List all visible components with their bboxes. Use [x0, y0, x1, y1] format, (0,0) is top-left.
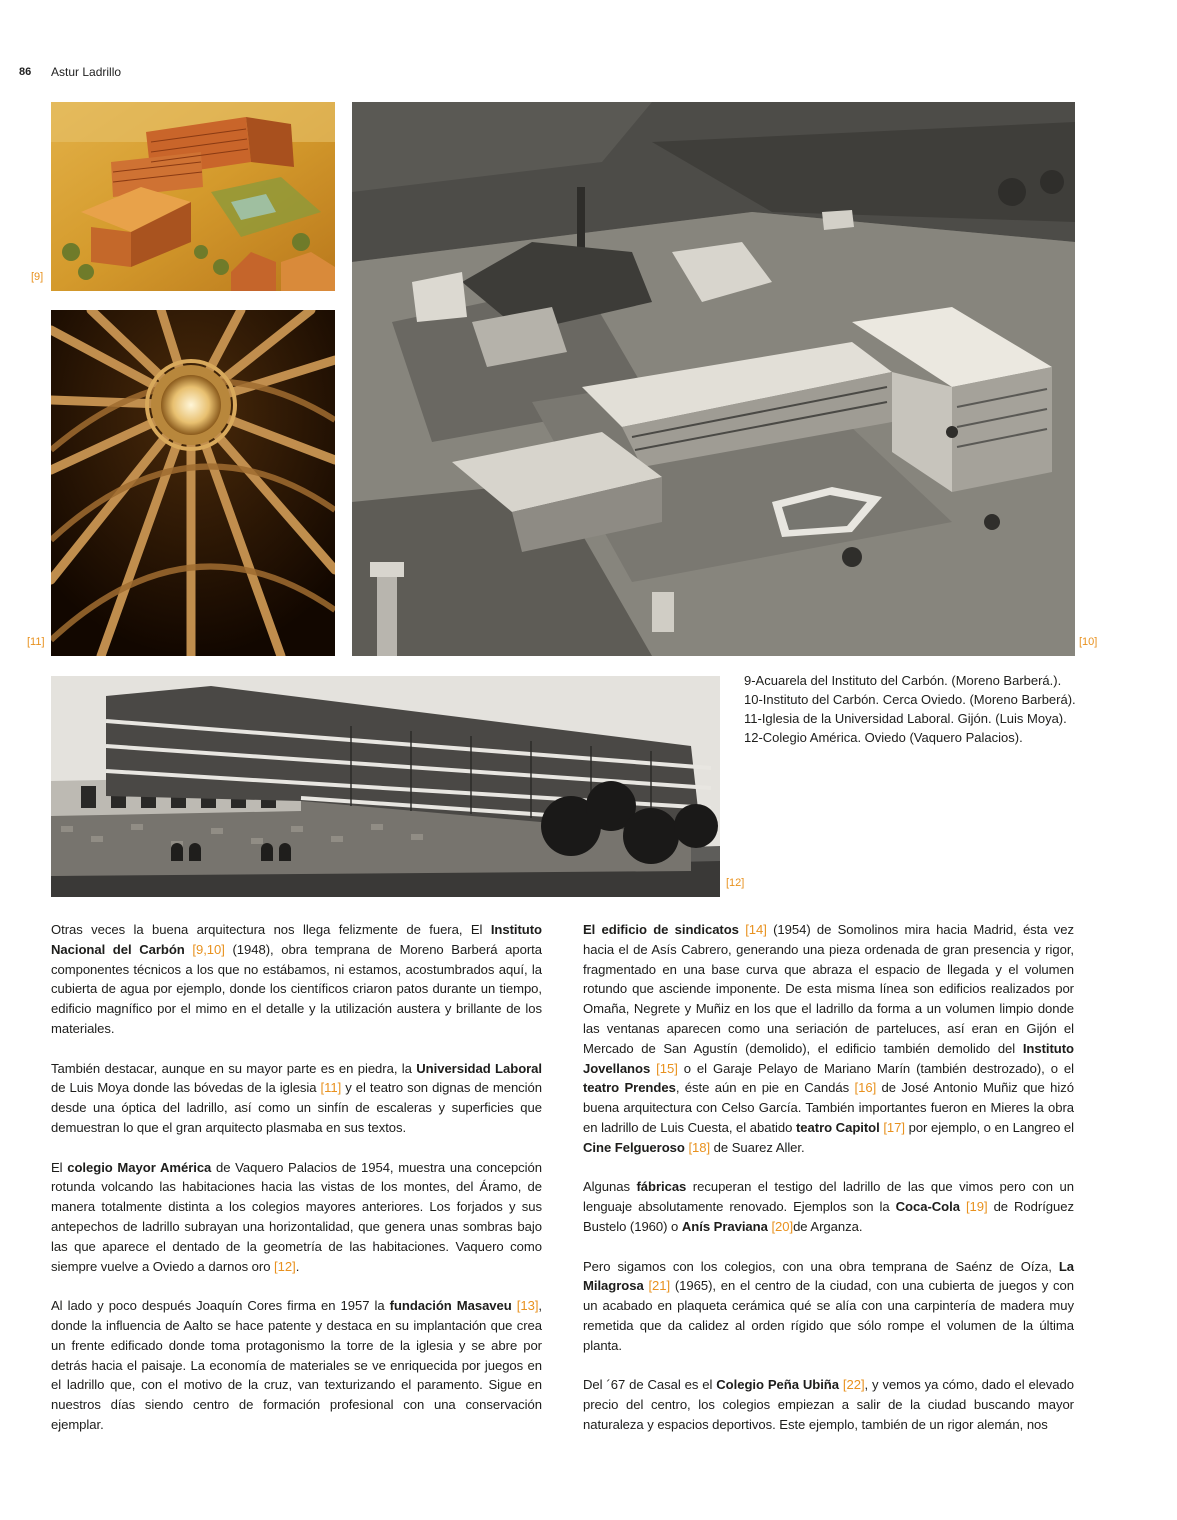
paragraph — [51, 1059, 542, 1138]
text: Del ´67 de Casal es el — [583, 1377, 717, 1393]
paragraph — [51, 1296, 542, 1435]
bold-term: Cine Felgueroso — [583, 1139, 685, 1155]
text: de Arganza. — [793, 1218, 863, 1234]
figure-reference: [15] — [656, 1060, 678, 1076]
paragraph — [583, 1257, 1074, 1356]
figure-captions — [744, 671, 1104, 747]
text: El — [51, 1159, 68, 1175]
text: . — [295, 1258, 300, 1274]
figure-11-dome-image — [51, 310, 335, 656]
figure-reference: [20] — [771, 1218, 794, 1234]
figure-11-label: [11] — [27, 636, 45, 648]
bold-term: Colegio Peña Ubiña — [716, 1377, 839, 1393]
figure-reference: [18] — [688, 1139, 711, 1155]
caption-10: 10-Instituto del Carbón. Cerca Oviedo. (Moreno Barberá). — [744, 692, 1076, 707]
text: Al lado y poco después Joaquín Cores firma en 1957 la — [51, 1298, 390, 1314]
figure-reference: [14] — [745, 922, 767, 937]
text: (1965), en el centro de la ciudad, con una cubierta de juegos y con un acabado en plaqueta cerámica qué se alía con una carpintería de madera muy remetida que da calidez al orden rígido que sólo rompe el volumen de la última planta. — [583, 1278, 1074, 1353]
caption-9: 9-Acuarela del Instituto del Carbón. (Moreno Barberá.). — [744, 673, 1062, 688]
text: de Rodríguez Bustelo (1960) o — [583, 1199, 1074, 1234]
bold-term: El edificio de sindicatos — [583, 922, 739, 937]
text: (1954) de Somolinos mira hacia Madrid, ésta vez hacia el de Asís Cabrero, generando una pieza ordenada de gran presencia y rigor, fragmentado en una base curva que abraza el espacio de llegada y el volumen rotundo que asciende imponente. De esta misma línea son edificios realizados por Omaña, Negrete y Muñiz en los que el ladrillo da forma a un volumen limpio donde las ventanas aparecen como una seriación de parteluces, así eran en Gijón el Mercado de San Agustín (demolido), el edificio también demolido del — [583, 922, 1074, 1056]
text: , éste aún en pie en Candás — [675, 1080, 855, 1096]
figure-reference: [21] — [648, 1278, 671, 1294]
bold-term: Instituto Jovellanos — [583, 1040, 1074, 1076]
text: , donde la influencia de Aalto se hace patente y destaca en su implantación que crea un frente edificado donde toma protagonismo la torre de la iglesia y se abre por detrás hacia el paisaje. La economía de materiales se ve enriquecida por juegos en el ladrillo que, con el motivo de la cruz, van texturizando el paramento. Sigue en nuestros días siendo centro de formación profesional con una conservación ejemplar. — [51, 1298, 542, 1432]
figure-reference: [12] — [274, 1258, 296, 1274]
body-column-right — [583, 920, 1074, 1455]
text: de Luis Moya donde las bóvedas de la iglesia — [51, 1080, 321, 1096]
paragraph — [583, 920, 1074, 1158]
bold-term: Instituto Nacional del Carbón — [51, 922, 542, 957]
bold-term: fábricas — [636, 1179, 687, 1195]
text: de José Antonio Muñiz que hizó buena arquitectura con Celso García. También importantes fueron en Mieres la obra en ladrillo de Luis Cuesta, el abatido — [583, 1080, 1074, 1135]
figure-reference: [17] — [883, 1119, 905, 1135]
text: recuperan el testigo del ladrillo de las que vimos pero con un lenguaje absolutamente renovado. Ejemplos son la — [583, 1179, 1074, 1215]
figure-reference: [11] — [320, 1080, 342, 1096]
caption-11: 11-Iglesia de la Universidad Laboral. Gijón. (Luis Moya). — [744, 711, 1067, 726]
text: de Vaquero Palacios de 1954, muestra una concepción rotunda volcando las habitaciones hacia las vistas de los montes, del Áramo, de manera totalmente distinta a los colegios mayores anteriores. Los forjados y sus antepechos de ladrillo subrayan una horizontalidad, que genera unas sombras bajo las que aparece el dentado de la geometría de las habitaciones. Vaquero como siempre vuelve a Oviedo a darnos oro — [51, 1159, 542, 1274]
running-title: Astur Ladrillo — [51, 65, 122, 79]
text: , y vemos ya cómo, dado el elevado precio del centro, los colegios empiezan a salir de la ciudad buscando mayor naturaleza y espacios deportivos. Este ejemplo, también de un rigor alemán, nos — [583, 1377, 1074, 1432]
figure-12-label: [12] — [726, 877, 745, 889]
text: Otras veces la buena arquitectura nos llega felizmente de fuera, El — [51, 922, 491, 937]
figure-reference: [22] — [842, 1377, 865, 1393]
figure-12-colegio-photo — [51, 676, 720, 897]
figure-reference: [9,10] — [192, 941, 225, 957]
text: También destacar, aunque en su mayor parte es en piedra, la — [51, 1060, 417, 1076]
figure-9-label: [9] — [31, 271, 44, 283]
figure-reference: [13] — [516, 1298, 539, 1314]
paragraph — [51, 920, 542, 1039]
text: (1948), obra temprana de Moreno Barberá aporta componentes técnicos a los que no estábamos, ni estamos, acostumbrados aquí, la cubierta de agua por ejemplo, donde los científicos criaron patos durante un tiempo, edificio magnífico por el mimo en el detalle y la utilización austera y brillante de los materiales. — [51, 941, 542, 1036]
figure-9-watercolor-image — [51, 102, 335, 291]
bold-term: Anís Praviana — [681, 1218, 768, 1234]
body-column-left — [51, 920, 542, 1455]
text: por ejemplo, o en Langreo el — [904, 1119, 1075, 1135]
figure-10-aerial-photo — [352, 102, 1075, 656]
bold-term: teatro Capitol — [795, 1119, 880, 1135]
bold-term: Universidad Laboral — [416, 1060, 543, 1076]
bold-term: teatro Prendes — [583, 1080, 676, 1096]
paragraph — [583, 1375, 1074, 1434]
text: de Suarez Aller. — [710, 1139, 805, 1155]
paragraph — [583, 1177, 1074, 1236]
page-number: 86 — [19, 66, 32, 78]
bold-term: Coca-Cola — [895, 1199, 960, 1215]
bold-term: fundación Masaveu — [389, 1298, 512, 1314]
figure-reference: [16] — [854, 1080, 877, 1096]
figure-reference: [19] — [965, 1199, 988, 1215]
paragraph — [51, 1158, 542, 1277]
text: o el Garaje Pelayo de Mariano Marín (también destrozado), o el — [677, 1060, 1074, 1076]
text: Algunas — [583, 1179, 637, 1195]
figure-10-label: [10] — [1079, 636, 1098, 648]
bold-term: La Milagrosa — [583, 1258, 1074, 1294]
text: Pero sigamos con los colegios, con una obra temprana de Saénz de Oíza, — [583, 1258, 1059, 1274]
caption-12: 12-Colegio América. Oviedo (Vaquero Palacios). — [744, 730, 1023, 745]
text: y el teatro son dignas de mención desde una óptica del ladrillo, así como un sinfín de escaleras y superficies que demuestran lo que el gran arquitecto plasmaba en sus textos. — [51, 1080, 542, 1135]
bold-term: colegio Mayor América — [67, 1159, 212, 1175]
